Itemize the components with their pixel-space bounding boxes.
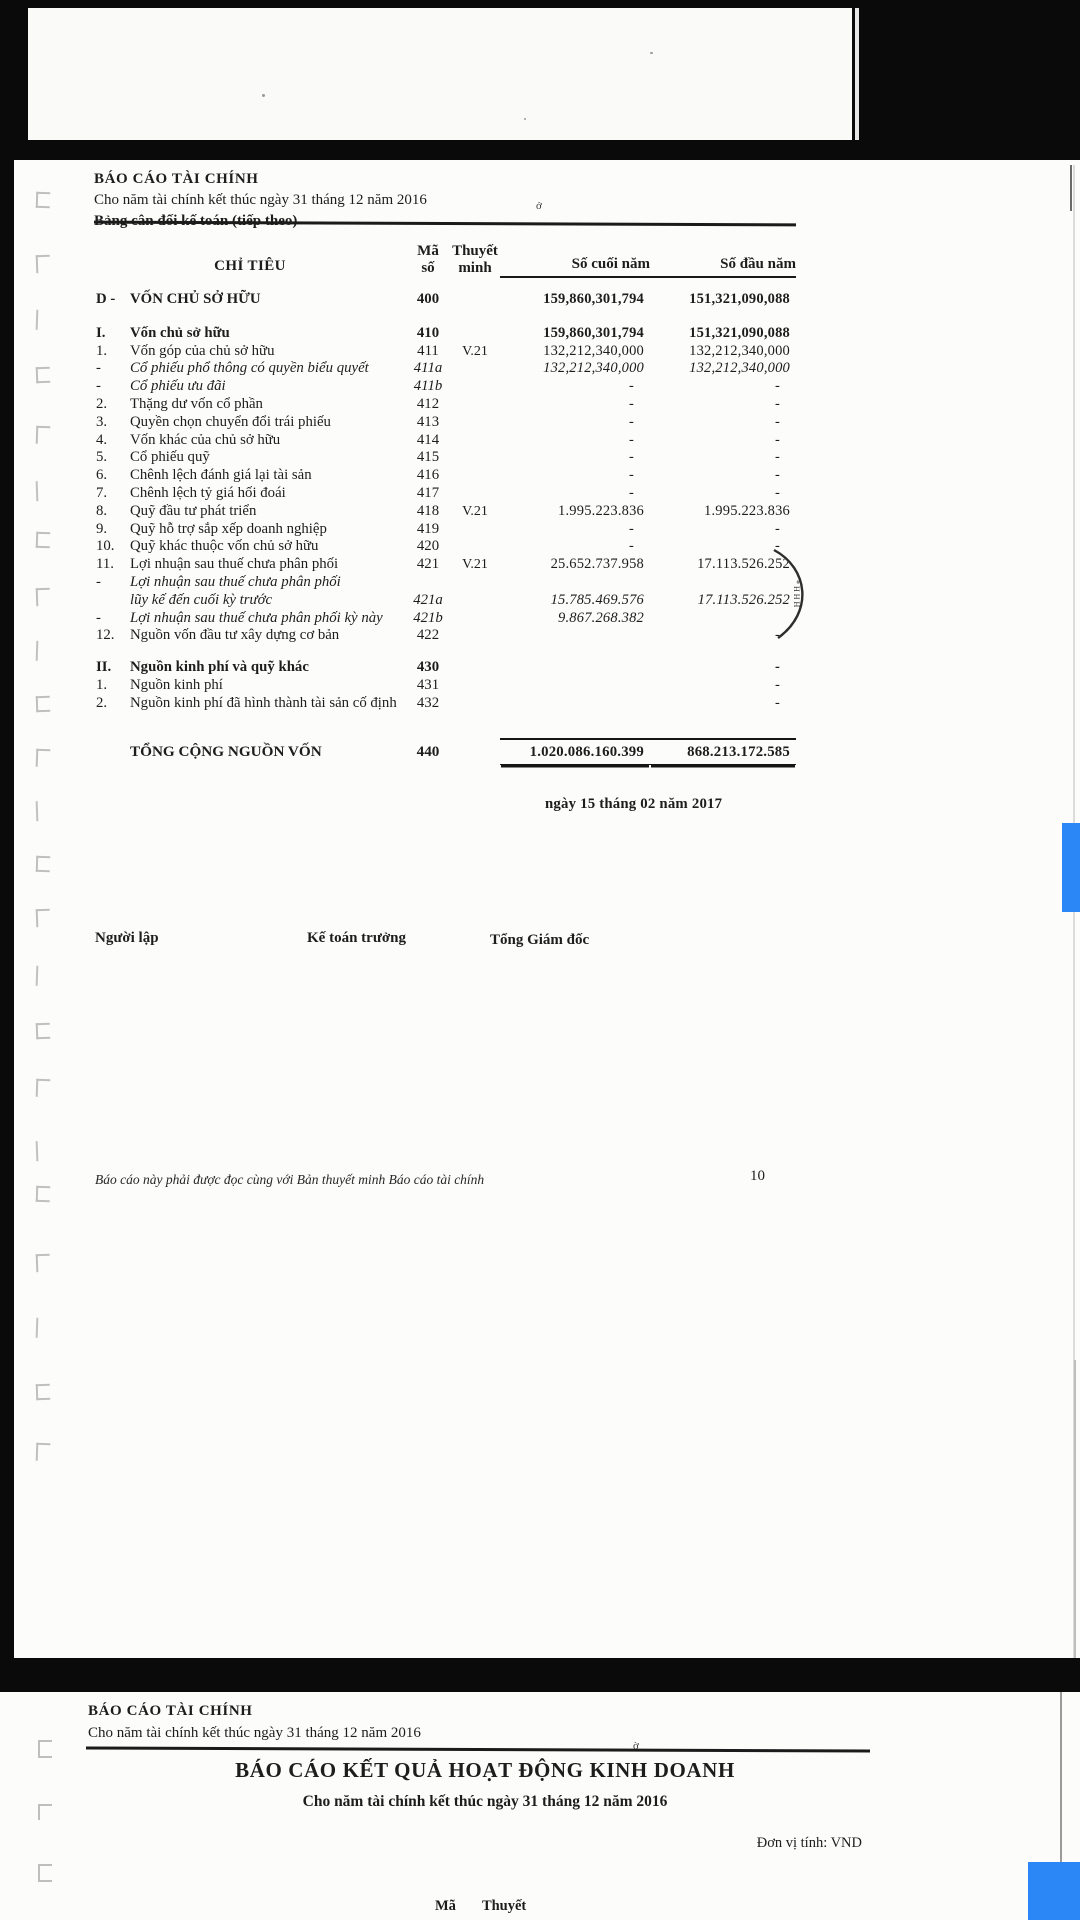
table-cell: Nguồn kinh phí và quỹ khác [130,659,309,676]
binder-mark [36,192,51,208]
report-header [88,1700,421,1744]
col-header-ma: Mã [435,1898,456,1914]
table-cell: - [628,413,634,430]
table-row [94,414,796,432]
table-cell: 151,321,090,088 [689,324,790,341]
table-cell: Cổ phiếu quỹ [130,449,210,466]
report-period: Cho năm tài chính kết thúc ngày 31 tháng 12 năm 2016 [88,1725,421,1741]
table-cell: - [628,467,634,484]
table-row [94,556,796,574]
table-cell: 132,212,340,000 [543,342,644,359]
table-cell: 422 [416,627,440,644]
table-cell: - [628,520,634,537]
table-cell: - [774,676,780,693]
table-cell: 415 [416,449,440,466]
table-cell: 419 [416,520,440,537]
table-cell: - [774,395,780,412]
table-cell: 12. [96,627,115,644]
table-cell: 15.785.469.576 [550,591,644,608]
binder-mark [36,310,51,330]
table-cell: 416 [416,467,440,484]
table-cell: 413 [416,413,440,430]
scrollbar-thumb[interactable] [1062,823,1080,912]
table-cell: Vốn chủ sở hữu [130,324,230,341]
table-cell: Thặng dư vốn cổ phần [130,395,263,412]
binder-mark [36,1254,51,1272]
table-cell: - [774,659,780,676]
table-cell: - [774,431,780,448]
report-date: ngày 15 tháng 02 năm 2017 [545,796,723,812]
table-cell: 5. [96,449,108,466]
table-row [94,659,796,677]
table-cell: 2. [96,694,108,711]
table-cell: 132,212,340,000 [689,342,790,359]
binder-mark [36,1141,51,1161]
binder-mark [36,426,51,444]
table-cell: 8. [96,502,108,519]
footer-note: Báo cáo này phải được đọc cùng với Bản thuyết minh Báo cáo tài chính [95,1172,485,1187]
table-cell: 410 [416,324,440,341]
table-cell: V.21 [462,557,488,573]
table-cell: - [96,378,101,395]
partial-column-headers [435,1898,552,1915]
statement-subtitle: Cho năm tài chính kết thúc ngày 31 tháng 12 năm 2016 [302,1793,668,1810]
corner-action-button[interactable] [1028,1862,1080,1920]
table-cell: 421b [413,609,443,626]
table-cell: VỐN CHỦ SỞ HỮU [130,291,261,307]
col-header-thuyet: Thuyết [452,243,498,259]
binder-mark [36,856,51,872]
table-cell: 411 [417,342,439,359]
balance-sheet-page [14,160,1080,1658]
table-cell: Chênh lệch tỷ giá hối đoái [130,484,286,501]
table-row [94,538,796,556]
table-cell: - [774,449,780,466]
table-cell: 6. [96,467,108,484]
table-row [94,521,796,539]
report-period: Cho năm tài chính kết thúc ngày 31 tháng 12 năm 2016 [94,192,427,208]
table-cell: D - [96,291,116,307]
table-cell: - [774,520,780,537]
table-row [94,695,796,713]
table-cell: 9.867.268.382 [558,609,644,626]
table-cell: 17.113.526.252 [697,556,790,573]
table-cell: Cổ phiếu phổ thông có quyền biểu quyết [130,360,369,377]
table-cell: Chênh lệch đánh giá lại tài sản [130,467,312,484]
table-cell: 7. [96,484,108,501]
table-row [94,485,796,503]
table-row [94,503,796,521]
table-cell: 2. [96,395,108,412]
table-cell: - [774,484,780,501]
table-row [94,360,796,378]
table-cell: - [628,538,634,555]
header-rule [86,1746,870,1752]
table-cell: 431 [416,676,440,693]
balance-table [94,232,796,767]
table-cell: 9. [96,520,108,537]
scan-speck [524,118,526,120]
table-cell: 1. [96,342,108,359]
table-cell: 440 [416,742,440,760]
table-cell: Lợi nhuận sau thuế chưa phân phối [130,556,339,573]
scan-artifact-glyph: ở [536,200,542,212]
table-cell: 1.020.086.160.399 [500,738,650,765]
binder-mark [36,588,51,606]
signature-chief-accountant: Kế toán trưởng [307,930,406,946]
table-cell: 400 [416,291,440,307]
table-cell: 430 [416,659,440,676]
binder-mark [36,1079,51,1097]
scan-edge-line [1074,1360,1076,1658]
table-cell: 11. [96,556,114,573]
table-cell: Cổ phiếu ưu đãi [130,378,226,395]
table-cell: 421a [413,591,443,608]
binder-mark [36,255,51,273]
currency-unit: Đơn vị tính: VND [756,1835,862,1851]
binder-mark [36,749,51,767]
col-header-thuyet-minh [450,243,500,278]
table-row [94,432,796,450]
table-cell: 3. [96,413,108,430]
table-header-row [94,232,796,278]
table-cell: 25.652.737.958 [550,556,644,573]
signature-preparer: Người lập [95,930,159,946]
table-cell: 411b [413,378,443,395]
table-cell: Vốn góp của chủ sở hữu [130,342,275,359]
table-row [94,449,796,467]
table-cell: 1.995.223.836 [558,502,644,519]
table-row [94,467,796,485]
table-cell: - [774,413,780,430]
binder-mark [36,696,51,712]
table-cell: 1. [96,676,108,693]
table-cell: 421 [416,556,440,573]
table-cell: 151,321,090,088 [689,291,790,307]
table-row [94,737,796,767]
statement-title: BÁO CÁO KẾT QUẢ HOẠT ĐỘNG KINH DOANH [235,1758,735,1782]
table-cell: 159,860,301,794 [543,324,644,341]
table-cell: Lợi nhuận sau thuế chưa phân phối kỳ này [130,609,383,626]
col-header-chi-tieu: CHỈ TIÊU [214,258,286,274]
report-title: BÁO CÁO TÀI CHÍNH [94,171,259,187]
page-edge-sliver [855,8,859,140]
binder-mark [36,641,51,661]
income-statement-page-fragment [0,1692,1080,1920]
table-cell: - [628,431,634,448]
table-cell: 412 [416,395,440,412]
table-cell: - [774,467,780,484]
table-cell: V.21 [462,503,488,519]
table-cell: - [628,484,634,501]
scan-speck [262,94,265,97]
row-spacer [94,713,796,737]
table-row [94,343,796,361]
table-cell: - [774,627,780,644]
binder-mark [36,1384,51,1400]
binder-mark [38,1864,52,1882]
table-cell: Vốn khác của chủ sở hữu [130,431,281,448]
binder-mark [36,367,51,383]
col-header-minh: minh [458,260,492,276]
table-cell: Quỹ hỗ trợ sắp xếp doanh nghiệp [130,520,327,537]
previous-page-fragment [28,8,852,140]
binder-mark [36,1443,51,1461]
col-header-so: số [421,260,435,276]
table-cell: 17.113.526.252 [697,591,790,608]
table-cell: 411a [413,360,443,377]
binder-mark [36,481,51,501]
binder-mark [38,1804,52,1820]
table-row [94,627,796,645]
scan-edge-line [1070,165,1072,211]
table-cell: 4. [96,431,108,448]
scan-artifact-glyph: ờ [633,1740,639,1752]
col-header-so-cuoi-nam: Số cuối năm [500,256,650,278]
table-cell: - [774,538,780,555]
row-spacer [94,309,796,325]
table-row [94,396,796,414]
binder-mark [36,1023,51,1039]
table-cell: Nguồn kinh phí đã hình thành tài sản cố định [130,694,397,711]
table-cell: Nguồn kinh phí [130,676,223,693]
table-cell: I. [96,324,106,341]
table-cell: - [774,694,780,711]
table-cell: 10. [96,538,115,555]
col-header-ma: Mã [417,243,439,259]
table-cell: Quyền chọn chuyển đổi trái phiếu [130,413,331,430]
table-cell: Quỹ đầu tư phát triển [130,502,257,519]
table-cell: II. [96,659,112,676]
col-header-so-dau-nam: Số đầu năm [650,256,796,278]
table-cell: - [628,378,634,395]
stamp-edge-artifact [768,546,820,642]
table-cell: 132,212,340,000 [543,360,644,377]
table-cell: - [96,360,101,377]
table-cell: 1.995.223.836 [704,502,790,519]
page-number: 10 [750,1168,765,1184]
col-header-thuyet: Thuyết [481,1898,527,1914]
binder-mark [36,1318,51,1338]
table-row [94,291,796,309]
table-cell: 132,212,340,000 [689,360,790,377]
binder-mark [36,966,51,986]
table-row [94,610,796,628]
table-cell: 159,860,301,794 [543,291,644,307]
scan-speck [650,52,653,54]
binder-mark [36,801,51,821]
table-row [94,325,796,343]
table-cell: lũy kế đến cuối kỳ trước [130,591,273,608]
table-cell: - [628,395,634,412]
svg-text:* H H H: * H H H [792,580,801,608]
table-row [94,677,796,695]
table-cell: V.21 [462,343,488,359]
table-cell: - [774,378,780,395]
table-cell: 417 [416,484,440,501]
balance-table-body [94,291,796,767]
binder-mark [36,1186,51,1202]
table-cell: 432 [416,694,440,711]
binder-mark [36,909,51,927]
signature-general-director: Tổng Giám đốc [490,932,590,948]
table-cell: 420 [416,538,440,555]
table-cell: 414 [416,431,440,448]
table-row [94,592,796,610]
table-cell: - [96,609,101,626]
binder-mark [38,1740,52,1758]
table-cell: TỔNG CỘNG NGUỒN VỐN [130,742,322,760]
col-header-ma-so [406,243,450,278]
table-cell: Nguồn vốn đầu tư xây dựng cơ bản [130,627,340,644]
table-cell: 868.213.172.585 [650,738,796,765]
table-cell: Lợi nhuận sau thuế chưa phân phối [130,573,341,590]
report-title: BÁO CÁO TÀI CHÍNH [88,1703,253,1719]
table-cell: - [628,449,634,466]
table-row [94,378,796,396]
table-cell: 418 [416,502,440,519]
table-cell: - [96,573,101,590]
table-row [94,574,796,592]
binder-mark [36,532,51,548]
table-cell: Quỹ khác thuộc vốn chủ sở hữu [130,538,319,555]
row-spacer [94,645,796,659]
